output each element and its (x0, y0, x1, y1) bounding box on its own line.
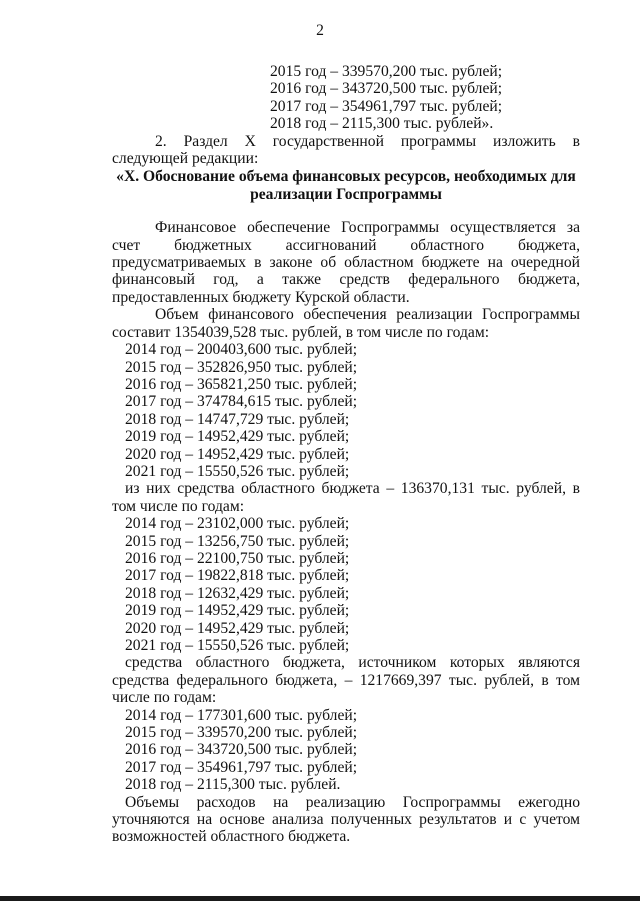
list-item: 2018 год – 14747,729 тыс. рублей; (125, 410, 350, 428)
list-item: 2016 год – 22100,750 тыс. рублей; (125, 549, 350, 567)
list-item: 2015 год – 352826,950 тыс. рублей; (125, 358, 358, 376)
page-content (112, 63, 580, 846)
list-item: 2016 год – 343720,500 тыс. рублей; (270, 80, 503, 98)
list-item: 2019 год – 14952,429 тыс. рублей; (125, 602, 350, 620)
paragraph-funding-sources: Финансовое обеспечение Госпрограммы осуществляется за счет бюджетных ассигнований областного бюджета, предусматриваемых в законе об областном бюджете на очередной финансовый год, а также средств федерального бюджета, предоставленных бюджету Курской области. (112, 219, 580, 306)
list-item: 2016 год – 365821,250 тыс. рублей; (125, 375, 358, 393)
list-item: 2017 год – 19822,818 тыс. рублей; (125, 567, 350, 585)
page-number: 2 (316, 22, 324, 39)
list-item: 2019 год – 14952,429 тыс. рублей; (125, 428, 350, 446)
list-item: 2017 год – 374784,615 тыс. рублей; (125, 393, 358, 411)
list-item: 2015 год – 13256,750 тыс. рублей; (125, 532, 350, 550)
paragraph-total-volume: Объем финансового обеспечения реализации Госпрограммы составит 1354039,528 тыс. рублей, в том числе по годам: (112, 306, 580, 341)
list-item: 2018 год – 12632,429 тыс. рублей; (125, 584, 350, 602)
list-item: 2018 год – 2115,300 тыс. рублей». (270, 115, 494, 133)
section-heading: «X. Обоснование объема финансовых ресурсов, необходимых для реализации Госпрограммы (116, 168, 576, 203)
list-item: 2014 год – 200403,600 тыс. рублей; (125, 341, 358, 359)
list-item: 2017 год – 354961,797 тыс. рублей; (125, 758, 358, 776)
regional-year-list (112, 515, 580, 654)
federal-year-list (112, 707, 580, 794)
list-item: 2020 год – 14952,429 тыс. рублей; (125, 445, 350, 463)
list-item: 2021 год – 15550,526 тыс. рублей; (125, 637, 350, 654)
list-item: 2014 год – 177301,600 тыс. рублей; (125, 706, 358, 724)
list-item: 2014 год – 23102,000 тыс. рублей; (125, 515, 350, 533)
list-item: 2017 год – 354961,797 тыс. рублей; (270, 97, 503, 115)
list-item: 2021 год – 15550,526 тыс. рублей; (125, 462, 350, 480)
section-intro: 2. Раздел X государственной программы изложить в следующей редакции: (112, 132, 580, 168)
bottom-scan-border (0, 896, 640, 901)
list-item: 2015 год – 339570,200 тыс. рублей; (125, 724, 358, 742)
top-year-list (112, 63, 580, 133)
list-item: 2016 год – 343720,500 тыс. рублей; (125, 741, 358, 759)
total-year-list (112, 341, 580, 480)
list-item: 2018 год – 2115,300 тыс. рублей. (125, 776, 341, 794)
paragraph-regional-budget: из них средства областного бюджета – 136370,131 тыс. рублей, в том числе по годам: (112, 480, 580, 515)
paragraph-expense-clarification: Объемы расходов на реализацию Госпрограммы ежегодно уточняются на основе анализа полученных результатов и с учетом возможностей областного бюджета. (112, 793, 580, 846)
list-item: 2020 год – 14952,429 тыс. рублей; (125, 619, 350, 637)
spacer (112, 203, 580, 219)
paragraph-federal-budget: средства областного бюджета, источником которых являются средства федерального бюджета, – 1217669,397 тыс. рублей, в том числе по годам: (112, 654, 580, 707)
list-item: 2015 год – 339570,200 тыс. рублей; (270, 63, 503, 80)
